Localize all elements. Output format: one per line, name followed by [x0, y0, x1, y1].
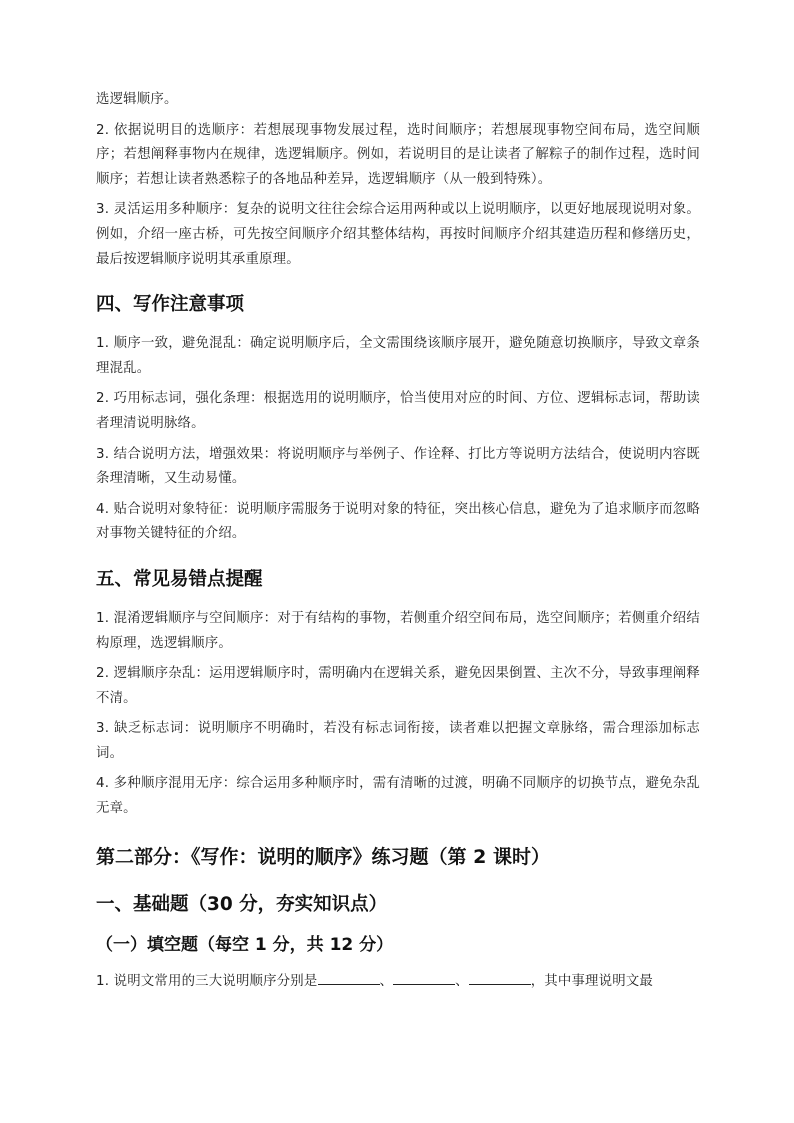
- answer-blank-3[interactable]: [469, 971, 531, 985]
- section5-item-1: 1. 混淆逻辑顺序与空间顺序：对于有结构的事物，若侧重介绍空间布局，选空间顺序；若侧重介绍结构原理，选逻辑顺序。: [96, 610, 700, 651]
- section3-item-2: 2. 依据说明目的选顺序：若想展现事物发展过程，选时间顺序；若想展现事物空间布局，选空间顺序；若想阐释事物内在规律，选逻辑顺序。例如，若说明目的是让读者了解粽子的制作过程，选时间顺序；若想让读者熟悉粽子的各地品种差异，选逻辑顺序（从一般到特殊）。: [96, 122, 700, 187]
- answer-blank-2[interactable]: [393, 971, 455, 985]
- document-page: [96, 88, 700, 1000]
- section4-item-4: 4. 贴合说明对象特征：说明顺序需服务于说明对象的特征，突出核心信息，避免为了追求顺序而忽略对事物关键特征的介绍。: [96, 501, 700, 542]
- basic-questions-heading: 一、基础题（30 分，夯实知识点）: [96, 893, 388, 915]
- question-1-sep2: 、: [455, 973, 469, 989]
- section5-heading: 五、常见易错点提醒: [96, 568, 263, 590]
- section4-heading: 四、写作注意事项: [96, 294, 245, 316]
- section4-item-1: 1. 顺序一致，避免混乱：确定说明顺序后，全文需围绕该顺序展开，避免随意切换顺序，导致文章条理混乱。: [96, 336, 700, 376]
- section5-item-2: 2. 逻辑顺序杂乱：运用逻辑顺序时，需明确内在逻辑关系，避免因果倒置、主次不分，导致事理阐释不清。: [96, 666, 700, 706]
- fill-blank-heading: （一）填空题（每空 1 分，共 12 分）: [96, 934, 394, 955]
- question-1-suffix: ，其中事理说明文最: [530, 973, 654, 989]
- question-1-prefix: 1. 说明文常用的三大说明顺序分别是: [96, 973, 318, 989]
- section4-item-3: 3. 结合说明方法，增强效果：将说明顺序与举例子、作诠释、打比方等说明方法结合，使说明内容既条理清晰，又生动易懂。: [96, 446, 700, 487]
- section3-item-3: 3. 灵活运用多种顺序：复杂的说明文往往会综合运用两种或以上说明顺序，以更好地展现说明对象。例如，介绍一座古桥，可先按空间顺序介绍其整体结构，再按时间顺序介绍其建造历程和修缮历史，最后按逻辑顺序说明其承重原理。: [96, 202, 700, 267]
- question-1-sep1: 、: [379, 973, 394, 989]
- section5-item-3: 3. 缺乏标志词：说明顺序不明确时，若没有标志词衔接，读者难以把握文章脉络，需合理添加标志词。: [96, 721, 700, 761]
- section3-tail: 选逻辑顺序。: [96, 92, 178, 107]
- section4-item-2: 2. 巧用标志词，强化条理：根据选用的说明顺序，恰当使用对应的时间、方位、逻辑标志词，帮助读者理清说明脉络。: [96, 391, 700, 431]
- part2-heading: 第二部分：《写作：说明的顺序》练习题（第 2 课时）: [96, 845, 550, 868]
- question-1: [96, 970, 700, 995]
- section5-item-4: 4. 多种顺序混用无序：综合运用多种顺序时，需有清晰的过渡，明确不同顺序的切换节点，避免杂乱无章。: [96, 776, 700, 817]
- answer-blank-1[interactable]: [318, 971, 380, 985]
